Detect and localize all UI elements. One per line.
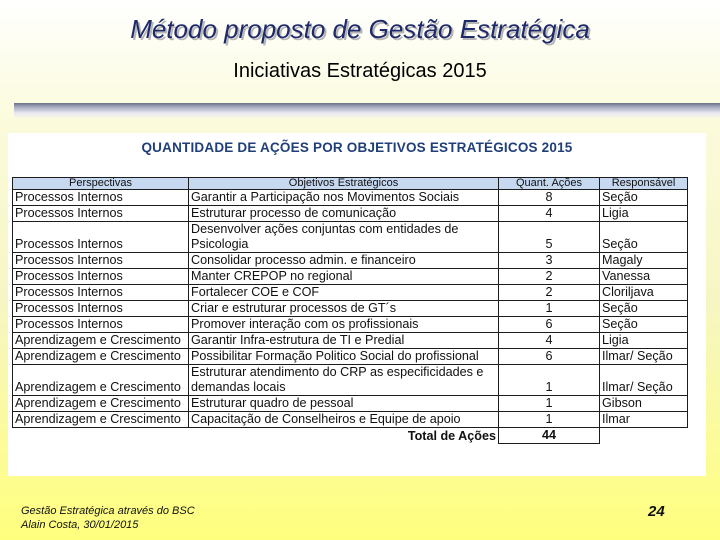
cell-responsible: Ligia xyxy=(600,206,688,222)
table-row xyxy=(13,412,688,428)
cell-responsible: Ilmar/ Seção xyxy=(600,349,688,365)
cell-responsible: Magaly xyxy=(600,253,688,269)
cell-quantity: 8 xyxy=(499,190,600,206)
cell-quantity: 6 xyxy=(499,317,600,333)
table-row xyxy=(13,206,688,222)
cell-perspective: Processos Internos xyxy=(13,222,189,253)
table-total-row xyxy=(13,428,688,444)
cell-responsible: Ilmar xyxy=(600,412,688,428)
cell-responsible: Ligia xyxy=(600,333,688,349)
cell-quantity: 1 xyxy=(499,301,600,317)
header-quantity: Quant. Ações xyxy=(499,178,600,190)
cell-quantity: 5 xyxy=(499,222,600,253)
cell-perspective: Aprendizagem e Crescimento xyxy=(13,396,189,412)
cell-perspective: Processos Internos xyxy=(13,206,189,222)
cell-objective: Criar e estruturar processos de GT´s xyxy=(189,301,499,317)
footer-line-1: Gestão Estratégica através do BSC xyxy=(21,505,195,517)
table-row xyxy=(13,190,688,206)
table-row xyxy=(13,253,688,269)
cell-perspective: Processos Internos xyxy=(13,253,189,269)
page-number: 24 xyxy=(648,503,665,520)
cell-objective: Estruturar processo de comunicação xyxy=(189,206,499,222)
actions-table xyxy=(12,177,688,444)
header-responsible: Responsável xyxy=(600,178,688,190)
footer xyxy=(21,504,195,532)
slide-subtitle: Iniciativas Estratégicas 2015 xyxy=(233,60,487,82)
cell-objective: Estruturar atendimento do CRP as especificidades e demandas locais xyxy=(189,365,499,396)
table-row xyxy=(13,222,688,253)
cell-responsible: Seção xyxy=(600,301,688,317)
cell-quantity: 1 xyxy=(499,396,600,412)
cell-objective: Desenvolver ações conjuntas com entidades de Psicologia xyxy=(189,222,499,253)
cell-responsible: Seção xyxy=(600,190,688,206)
total-label: Total de Ações xyxy=(13,428,499,444)
cell-quantity: 1 xyxy=(499,412,600,428)
cell-responsible: Ilmar/ Seção xyxy=(600,365,688,396)
cell-quantity: 4 xyxy=(499,333,600,349)
table-row xyxy=(13,333,688,349)
table-row xyxy=(13,285,688,301)
cell-quantity: 2 xyxy=(499,269,600,285)
cell-objective: Manter CREPOP no regional xyxy=(189,269,499,285)
cell-objective: Estruturar quadro de pessoal xyxy=(189,396,499,412)
table-header-row xyxy=(13,178,688,190)
cell-quantity: 4 xyxy=(499,206,600,222)
cell-responsible: Seção xyxy=(600,317,688,333)
table-row xyxy=(13,396,688,412)
header-perspectives: Perspectivas xyxy=(13,178,189,190)
cell-objective: Fortalecer COE e COF xyxy=(189,285,499,301)
cell-objective: Promover interação com os profissionais xyxy=(189,317,499,333)
cell-quantity: 6 xyxy=(499,349,600,365)
cell-quantity: 2 xyxy=(499,285,600,301)
panel-title: QUANTIDADE DE AÇÕES POR OBJETIVOS ESTRATÉGICOS 2015 xyxy=(141,140,573,155)
cell-quantity: 3 xyxy=(499,253,600,269)
cell-perspective: Aprendizagem e Crescimento xyxy=(13,333,189,349)
cell-responsible: Cloriljava xyxy=(600,285,688,301)
cell-objective: Garantir Infra-estrutura de TI e Predial xyxy=(189,333,499,349)
table-row xyxy=(13,269,688,285)
cell-responsible: Seção xyxy=(600,222,688,253)
cell-perspective: Processos Internos xyxy=(13,269,189,285)
cell-perspective: Processos Internos xyxy=(13,301,189,317)
table-row xyxy=(13,349,688,365)
slide-title: Método proposto de Gestão Estratégica xyxy=(130,14,590,44)
total-empty-cell xyxy=(600,428,688,444)
cell-perspective: Processos Internos xyxy=(13,285,189,301)
title-divider xyxy=(14,103,720,119)
cell-objective: Capacitação de Conselheiros e Equipe de apoio xyxy=(189,412,499,428)
cell-perspective: Aprendizagem e Crescimento xyxy=(13,349,189,365)
cell-perspective: Aprendizagem e Crescimento xyxy=(13,412,189,428)
cell-perspective: Processos Internos xyxy=(13,190,189,206)
table-row xyxy=(13,301,688,317)
cell-responsible: Gibson xyxy=(600,396,688,412)
header-objectives: Objetivos Estratégicos xyxy=(189,178,499,190)
cell-quantity: 1 xyxy=(499,365,600,396)
cell-objective: Consolidar processo admin. e financeiro xyxy=(189,253,499,269)
table-panel xyxy=(8,133,706,476)
table-row xyxy=(13,365,688,396)
cell-objective: Possibilitar Formação Politico Social do profissional xyxy=(189,349,499,365)
cell-perspective: Aprendizagem e Crescimento xyxy=(13,365,189,396)
cell-perspective: Processos Internos xyxy=(13,317,189,333)
cell-responsible: Vanessa xyxy=(600,269,688,285)
footer-line-2: Alain Costa, 30/01/2015 xyxy=(21,519,139,531)
table-row xyxy=(13,317,688,333)
cell-objective: Garantir a Participação nos Movimentos Sociais xyxy=(189,190,499,206)
total-value: 44 xyxy=(499,428,600,444)
